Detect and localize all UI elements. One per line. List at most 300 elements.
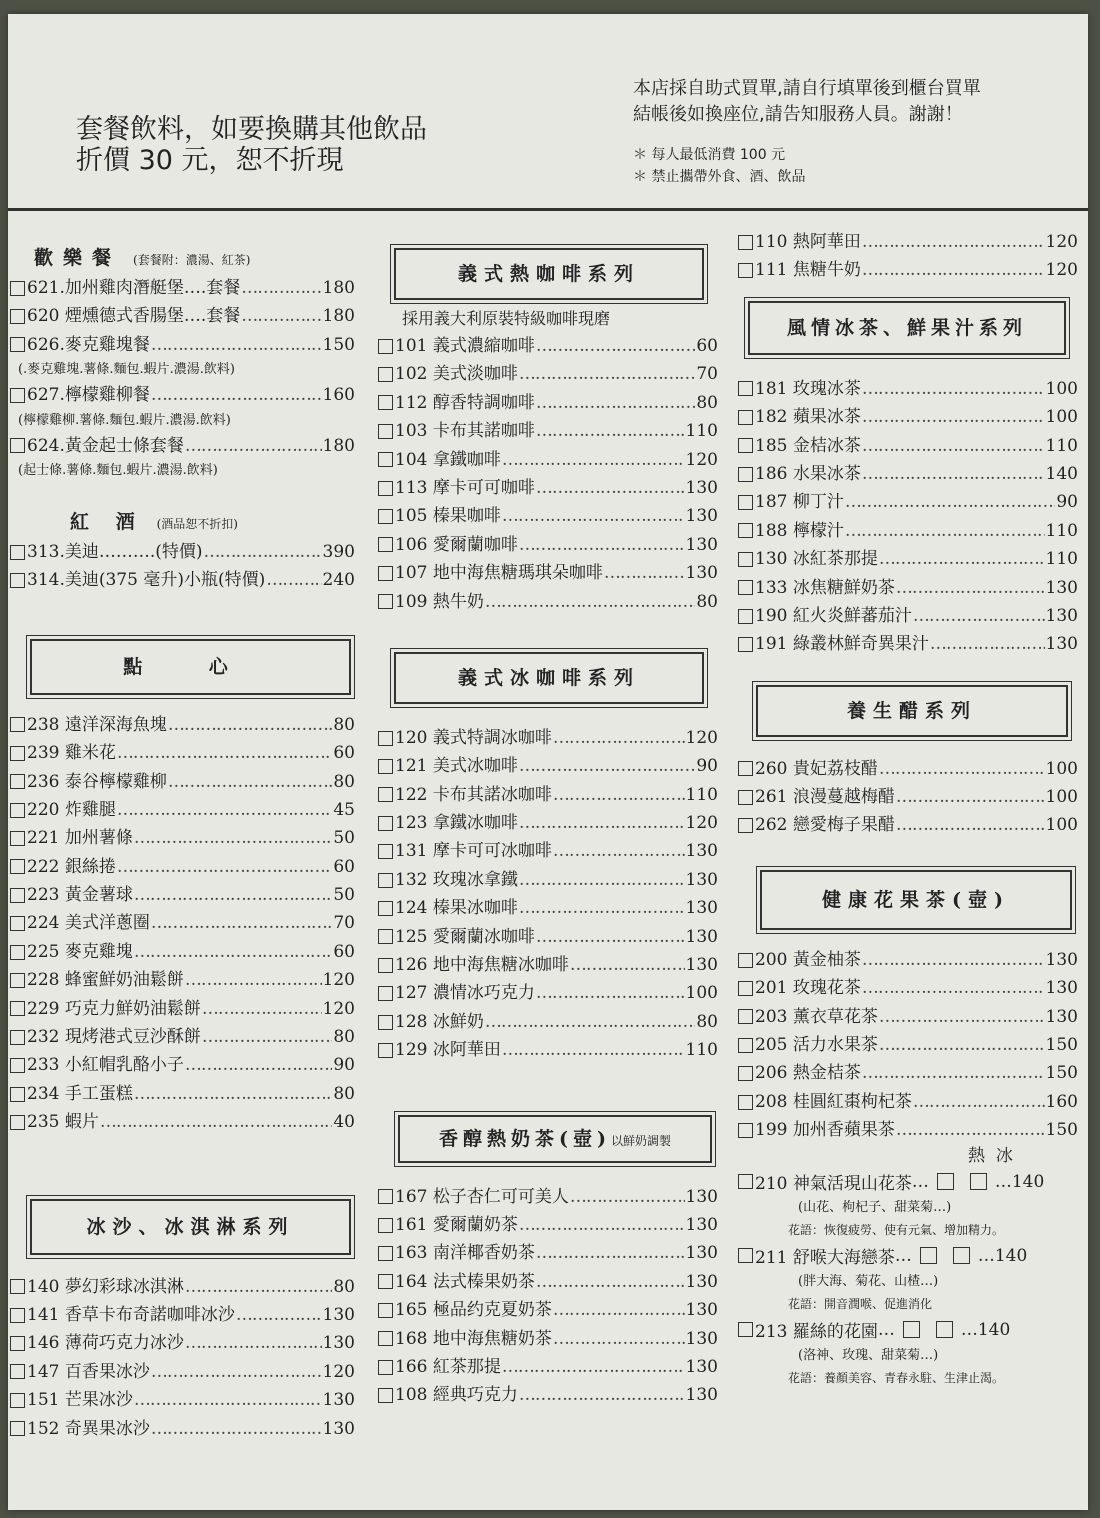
order-checkbox[interactable] [378, 1388, 393, 1403]
order-checkbox[interactable] [738, 495, 753, 510]
dot-leader [913, 602, 1045, 630]
hot-option-checkbox[interactable] [903, 1321, 920, 1338]
item-price: 130 [1045, 949, 1078, 970]
item-benefits: 花語：恢復疲勞、使有元氣、增加精力。 [788, 1222, 1005, 1237]
item-price: 50 [333, 885, 355, 906]
item-name: 239 雞米花 [27, 743, 116, 764]
dot-leader [553, 781, 685, 809]
item-price: 130 [685, 1186, 718, 1207]
item-name: 222 銀絲捲 [27, 856, 116, 877]
dot-leader [185, 1051, 333, 1079]
order-checkbox[interactable] [10, 1115, 25, 1130]
order-checkbox[interactable] [738, 981, 753, 996]
dot-leader [168, 711, 333, 739]
item-price: 130 [685, 1356, 718, 1377]
menu-item [378, 923, 718, 951]
dot-leader [570, 1183, 685, 1211]
dot-leader [202, 995, 322, 1023]
item-price: 150 [1045, 1035, 1078, 1056]
coffee-tagline: 採用義大利原裝特級咖啡現磨 [402, 309, 611, 328]
dot-leader [117, 739, 333, 767]
order-checkbox[interactable] [378, 566, 393, 581]
order-checkbox[interactable] [378, 481, 393, 496]
item-name: 211 舒喉大海戀茶 [755, 1248, 895, 1269]
item-name: 186 水果冰茶 [755, 463, 861, 484]
order-checkbox[interactable] [738, 552, 753, 567]
order-checkbox[interactable] [738, 410, 753, 425]
order-checkbox[interactable] [738, 1248, 753, 1263]
dot-leader [168, 768, 333, 796]
order-checkbox[interactable] [738, 953, 753, 968]
item-name: 146 薄荷巧克力冰沙 [27, 1333, 184, 1354]
item-price: 160 [322, 385, 355, 406]
cold-option-checkbox[interactable] [953, 1247, 970, 1264]
herbal-tea-list [738, 1167, 1078, 1389]
item-price: 140 [1045, 463, 1078, 484]
item-price: 120 [1045, 232, 1078, 252]
item-price: 130 [1045, 1006, 1078, 1027]
menu-item [738, 630, 1078, 658]
order-checkbox[interactable] [10, 1336, 25, 1351]
order-checkbox[interactable] [10, 1421, 25, 1436]
order-checkbox[interactable] [10, 1058, 25, 1073]
item-price: 100 [685, 983, 718, 1004]
order-checkbox[interactable] [378, 1246, 393, 1261]
order-checkbox[interactable] [10, 1364, 25, 1379]
item-name: 140 夢幻彩球冰淇淋 [27, 1276, 184, 1297]
order-checkbox[interactable] [378, 395, 393, 410]
order-checkbox[interactable] [378, 1331, 393, 1346]
menu-item [10, 909, 355, 937]
item-name: 101 義式濃縮咖啡 [395, 336, 535, 356]
dot-leader: … [977, 1245, 995, 1266]
item-name: 110 熱阿華田 [755, 232, 861, 252]
cold-option-checkbox[interactable] [970, 1173, 987, 1190]
order-checkbox[interactable] [378, 1218, 393, 1233]
item-name: 120 義式特調冰咖啡 [395, 727, 552, 748]
order-checkbox[interactable] [378, 452, 393, 467]
item-name: 166 紅茶那提 [395, 1356, 501, 1377]
menu-item [738, 1167, 1078, 1197]
menu-item [378, 531, 718, 559]
dot-leader: … [960, 1319, 978, 1340]
item-price: 40 [333, 1112, 355, 1133]
dot-leader [151, 909, 333, 937]
dot-leader [536, 1239, 685, 1267]
dot-leader [241, 302, 321, 330]
item-name: 127 濃情冰巧克力 [395, 983, 535, 1004]
item-name: 107 地中海焦糖瑪琪朵咖啡 [395, 563, 603, 584]
item-price: 130 [322, 1333, 355, 1354]
order-checkbox[interactable] [378, 958, 393, 973]
dot-leader [862, 946, 1045, 974]
order-checkbox[interactable] [738, 381, 753, 396]
menu-item [378, 1036, 718, 1064]
menu-item [378, 417, 718, 445]
order-checkbox[interactable] [378, 759, 393, 774]
order-checkbox[interactable] [10, 746, 25, 761]
dot-leader [134, 824, 333, 852]
order-checkbox[interactable] [738, 1066, 753, 1081]
dot-leader [896, 783, 1045, 811]
order-checkbox[interactable] [738, 1322, 753, 1337]
dot-leader [204, 538, 322, 566]
order-checkbox[interactable] [378, 901, 393, 916]
item-name: 181 玫瑰冰茶 [755, 378, 861, 399]
order-checkbox[interactable] [10, 281, 25, 296]
order-checkbox[interactable] [10, 1087, 25, 1102]
order-checkbox[interactable] [378, 1360, 393, 1375]
item-name: 210 神氣活現山花茶 [755, 1174, 912, 1195]
order-checkbox[interactable] [738, 580, 753, 595]
dot-leader [536, 417, 685, 445]
menu-item [378, 951, 718, 979]
item-name: 129 冰阿華田 [395, 1040, 501, 1061]
dot-leader [536, 389, 696, 417]
dot-leader [604, 559, 685, 587]
menu-item [10, 432, 355, 460]
order-checkbox[interactable] [738, 1123, 753, 1138]
item-price: 100 [1045, 758, 1078, 779]
item-price: 120 [322, 1361, 355, 1382]
item-price: 120 [685, 813, 718, 834]
order-checkbox[interactable] [10, 973, 25, 988]
order-checkbox[interactable] [378, 1015, 393, 1030]
order-checkbox[interactable] [10, 309, 25, 324]
order-checkbox[interactable] [738, 263, 753, 278]
item-name: 124 榛果冰咖啡 [395, 898, 518, 919]
order-checkbox[interactable] [378, 339, 393, 354]
hot-coffee-list [378, 332, 718, 616]
menu-item [10, 938, 355, 966]
order-checkbox[interactable] [378, 1303, 393, 1318]
item-name: 626.麥克雞塊餐 [27, 334, 150, 355]
dot-leader [879, 1003, 1045, 1031]
item-price: 110 [685, 421, 718, 442]
ice-list [10, 1273, 355, 1443]
menu-item [378, 1296, 718, 1324]
item-price: 130 [685, 1300, 718, 1321]
order-checkbox[interactable] [378, 537, 393, 552]
order-checkbox[interactable] [738, 818, 753, 833]
order-checkbox[interactable] [378, 509, 393, 524]
item-price: 90 [333, 1055, 355, 1076]
wine-list [10, 538, 355, 595]
dot-leader [570, 951, 685, 979]
menu-item [378, 1008, 718, 1036]
order-checkbox[interactable] [738, 1095, 753, 1110]
dot-leader: … [911, 1171, 929, 1192]
order-checkbox[interactable] [378, 929, 393, 944]
menu-item [378, 502, 718, 530]
item-price: 130 [685, 955, 718, 976]
menu-item [738, 460, 1078, 488]
order-checkbox[interactable] [10, 1393, 25, 1408]
dot-leader [134, 938, 333, 966]
item-price: 100 [1045, 815, 1078, 836]
menu-item [10, 739, 355, 767]
menu-item [738, 811, 1078, 839]
item-price: 110 [685, 1040, 718, 1061]
order-checkbox[interactable] [10, 1030, 25, 1045]
menu-item [738, 1241, 1078, 1271]
dot-leader [185, 1273, 333, 1301]
menu-item [738, 946, 1078, 974]
item-benefits: 花語：開音潤喉、促進消化 [788, 1296, 933, 1311]
cold-option-checkbox[interactable] [936, 1321, 953, 1338]
menu-item [738, 755, 1078, 783]
menu-item [738, 1003, 1078, 1031]
order-checkbox[interactable] [378, 367, 393, 382]
item-name: 185 金桔冰茶 [755, 435, 861, 456]
item-price: 80 [333, 714, 355, 735]
dot-leader [266, 566, 321, 594]
item-name: 108 經典巧克力 [395, 1385, 518, 1406]
item-price: 100 [1045, 378, 1078, 399]
order-checkbox[interactable] [738, 761, 753, 776]
dot-leader [502, 1353, 685, 1381]
menu-item [10, 796, 355, 824]
dot-leader: … [877, 1319, 895, 1340]
menu-item [378, 332, 718, 360]
menu-item [378, 559, 718, 587]
menu-item [738, 602, 1078, 630]
item-price: 100 [1045, 787, 1078, 808]
order-checkbox[interactable] [738, 467, 753, 482]
dot-leader [134, 881, 333, 909]
order-checkbox[interactable] [378, 424, 393, 439]
order-checkbox[interactable] [10, 337, 25, 352]
item-name: 313.美迪……….(特價) [27, 541, 203, 562]
menu-item [10, 824, 355, 852]
item-name: 261 浪漫蔓越梅醋 [755, 787, 895, 808]
order-checkbox[interactable] [378, 1274, 393, 1289]
menu-item [738, 1315, 1078, 1345]
item-name: 203 薰衣草花茶 [755, 1006, 878, 1027]
dot-leader [117, 796, 333, 824]
order-checkbox[interactable] [10, 945, 25, 960]
dot-leader [862, 375, 1045, 403]
order-checkbox[interactable] [10, 438, 25, 453]
fruit-tea-list [738, 946, 1078, 1145]
item-name: 182 蘋果冰茶 [755, 407, 861, 428]
dot-leader [879, 1031, 1045, 1059]
order-checkbox[interactable] [378, 873, 393, 888]
order-checkbox[interactable] [10, 1308, 25, 1323]
item-name: 104 拿鐵咖啡 [395, 449, 501, 470]
section-title-iced-coffee: 義式冰咖啡系列 [394, 652, 704, 704]
order-checkbox[interactable] [378, 1189, 393, 1204]
order-checkbox[interactable] [10, 831, 25, 846]
item-price: 180 [322, 435, 355, 456]
item-price: 130 [685, 506, 718, 527]
menu-item [378, 1211, 718, 1239]
item-name: 188 檸檬汁 [755, 520, 844, 541]
dot-leader [879, 755, 1045, 783]
item-name: 130 冰紅茶那提 [755, 549, 878, 570]
item-price: 130 [685, 477, 718, 498]
item-price: 240 [322, 570, 355, 591]
menu-column-3 [738, 228, 1078, 1389]
order-checkbox[interactable] [738, 523, 753, 538]
item-price: 130 [685, 869, 718, 890]
menu-item [10, 302, 355, 330]
item-ingredients: (胖大海、菊花、山楂…) [798, 1273, 939, 1289]
order-checkbox[interactable] [10, 774, 25, 789]
item-name: 235 蝦片 [27, 1112, 99, 1133]
menu-item [738, 375, 1078, 403]
dot-leader [536, 332, 696, 360]
item-price: 120 [685, 727, 718, 748]
dot-leader [151, 331, 322, 359]
menu-item [378, 389, 718, 417]
dot-leader [519, 360, 696, 388]
menu-item [378, 1183, 718, 1211]
order-checkbox[interactable] [378, 731, 393, 746]
order-checkbox[interactable] [10, 1279, 25, 1294]
dot-leader [862, 403, 1045, 431]
order-checkbox[interactable] [378, 816, 393, 831]
item-name: 314.美迪(375 毫升)小瓶(特價) [27, 570, 266, 591]
menu-item [378, 588, 718, 616]
vinegar-list [738, 755, 1078, 840]
item-price: 130 [685, 898, 718, 919]
item-name: 234 手工蛋糕 [27, 1083, 133, 1104]
item-price: 110 [685, 784, 718, 805]
order-checkbox[interactable] [10, 388, 25, 403]
set-drink-notice [76, 114, 427, 176]
dot-leader: … [994, 1171, 1012, 1192]
order-checkbox[interactable] [378, 844, 393, 859]
item-price: 80 [696, 1011, 718, 1032]
hot-cold-header: 熱 冰 [968, 1145, 1013, 1166]
item-name: 221 加州薯條 [27, 828, 133, 849]
menu-item [378, 360, 718, 388]
self-service-notice [633, 76, 981, 128]
item-name: 620 煙燻德式香腸堡….套餐 [27, 306, 241, 327]
dot-leader [151, 1415, 322, 1443]
item-name: 161 愛爾蘭奶茶 [395, 1214, 518, 1235]
order-checkbox[interactable] [10, 1001, 25, 1016]
header-divider [8, 208, 1088, 211]
order-checkbox[interactable] [378, 986, 393, 1001]
item-name: 224 美式洋蔥圈 [27, 913, 150, 934]
section-title-combo: 歡樂餐 (套餐附：濃湯、紅茶) [34, 247, 251, 269]
order-checkbox[interactable] [378, 594, 393, 609]
menu-item [10, 881, 355, 909]
dot-leader [536, 474, 685, 502]
menu-item [738, 403, 1078, 431]
item-price: 120 [322, 970, 355, 991]
dot-leader [862, 432, 1045, 460]
combo-list [10, 274, 355, 482]
item-name: 112 醇香特調咖啡 [395, 392, 535, 413]
item-name: 151 芒果冰沙 [27, 1390, 133, 1411]
item-name: 220 炸雞腿 [27, 799, 116, 820]
item-price: 60 [333, 941, 355, 962]
order-checkbox[interactable] [10, 573, 25, 588]
menu-item [378, 1325, 718, 1353]
dot-leader [236, 1301, 322, 1329]
menu-item [378, 1353, 718, 1381]
order-checkbox[interactable] [738, 637, 753, 652]
menu-sheet [8, 14, 1088, 1510]
dot-leader [553, 1296, 685, 1324]
item-name: 125 愛爾蘭冰咖啡 [395, 926, 535, 947]
item-price: 80 [333, 771, 355, 792]
order-checkbox[interactable] [10, 803, 25, 818]
item-name: 132 玫瑰冰拿鐵 [395, 869, 518, 890]
item-name: 213 羅絲的花園 [755, 1322, 878, 1343]
item-price: 120 [1045, 260, 1078, 281]
dot-leader [879, 545, 1045, 573]
item-name: 113 摩卡可可咖啡 [395, 477, 535, 498]
item-price: 130 [1045, 634, 1078, 655]
menu-item [10, 1023, 355, 1051]
dot-leader [862, 1059, 1045, 1087]
order-checkbox[interactable] [738, 1038, 753, 1053]
order-checkbox[interactable] [10, 916, 25, 931]
dot-leader [553, 1325, 685, 1353]
item-price: 90 [1056, 492, 1078, 513]
order-checkbox[interactable] [738, 1009, 753, 1024]
dot-leader [519, 1211, 685, 1239]
item-price: 80 [696, 392, 718, 413]
menu-item [378, 1381, 718, 1409]
item-price: 150 [1045, 1120, 1078, 1141]
order-checkbox[interactable] [378, 787, 393, 802]
dot-leader [151, 1358, 322, 1386]
order-checkbox[interactable] [10, 888, 25, 903]
order-checkbox[interactable] [738, 235, 753, 250]
section-title-wine: 紅 酒 (酒品恕不折扣) [70, 510, 238, 533]
item-name: 121 美式冰咖啡 [395, 756, 518, 777]
order-checkbox[interactable] [738, 609, 753, 624]
menu-item [10, 853, 355, 881]
order-checkbox[interactable] [738, 1174, 753, 1189]
item-name: 133 冰焦糖鮮奶茶 [755, 577, 895, 598]
dot-leader [519, 1381, 685, 1409]
menu-item [10, 381, 355, 409]
hot-option-checkbox[interactable] [937, 1173, 954, 1190]
item-price: 70 [333, 913, 355, 934]
order-checkbox[interactable] [10, 859, 25, 874]
menu-item [10, 1273, 355, 1301]
item-name: 190 紅火炎鮮蕃茄汁 [755, 605, 912, 626]
order-checkbox[interactable] [738, 790, 753, 805]
menu-column-2 [378, 242, 718, 1410]
item-name: 152 奇異果冰沙 [27, 1418, 150, 1439]
order-checkbox[interactable] [378, 1043, 393, 1058]
order-checkbox[interactable] [10, 717, 25, 732]
item-price: 110 [1045, 549, 1078, 570]
dot-leader [536, 1268, 685, 1296]
item-name: 228 蜂蜜鮮奶油鬆餅 [27, 970, 184, 991]
order-checkbox[interactable] [10, 545, 25, 560]
menu-item [738, 1059, 1078, 1087]
menu-item [738, 574, 1078, 602]
hot-option-checkbox[interactable] [920, 1247, 937, 1264]
item-name: 624.黃金起士條套餐 [27, 435, 184, 456]
section-title-ice: 冰沙、冰淇淋系列 [30, 1199, 351, 1255]
notice-line: 本店採自助式買單,請自行填單後到櫃台買單 [633, 78, 981, 99]
item-price: 130 [685, 534, 718, 555]
item-name: 208 桂圓紅棗枸杞茶 [755, 1091, 912, 1112]
item-name: 109 熱牛奶 [395, 591, 484, 612]
order-checkbox[interactable] [738, 438, 753, 453]
item-name: 199 加州香蘋果茶 [755, 1120, 895, 1141]
item-price: 130 [1045, 605, 1078, 626]
